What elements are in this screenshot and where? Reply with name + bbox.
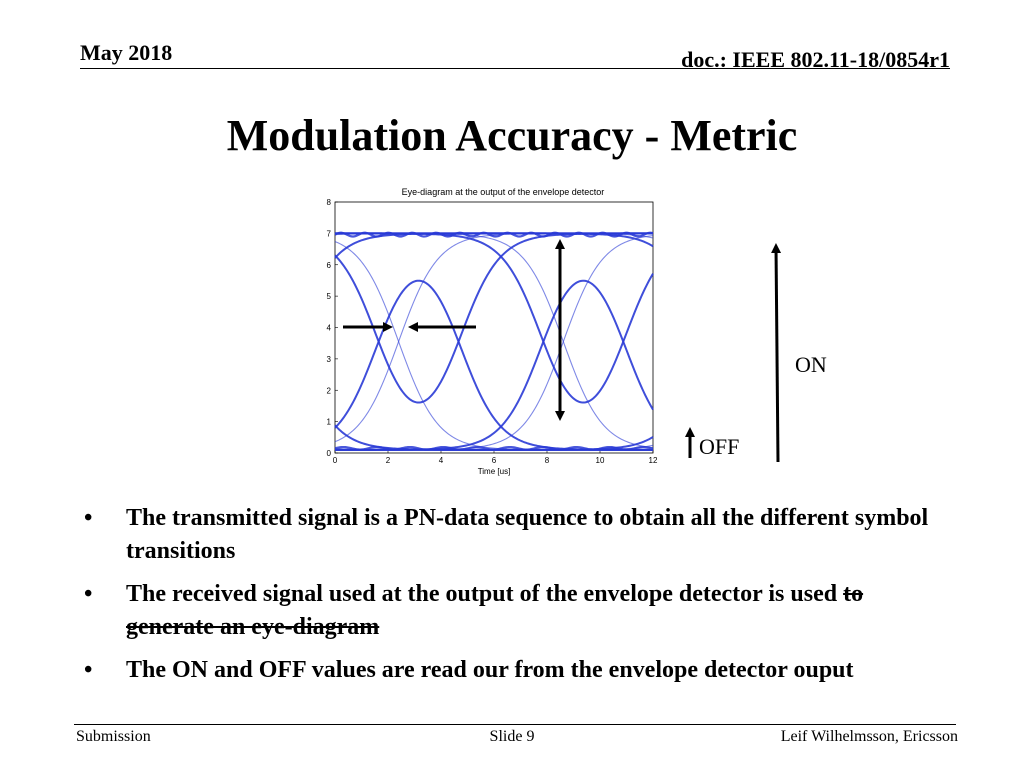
x-tick-label: 12 (648, 456, 658, 465)
off-label: OFF (699, 434, 740, 459)
y-tick-label: 7 (326, 229, 331, 239)
on-level-arrow (776, 246, 778, 462)
footer-submission: Submission (76, 728, 151, 745)
bullet-marker: • (84, 505, 93, 531)
header-date: May 2018 (80, 40, 173, 65)
bullet-item (84, 502, 944, 568)
x-tick-label: 4 (438, 456, 444, 465)
y-tick-label: 3 (326, 354, 331, 364)
footer-rule (74, 724, 956, 725)
x-tick-label: 10 (595, 456, 605, 465)
y-tick-label: 4 (326, 323, 331, 333)
bullet-text: The ON and OFF values are read our from the envelope detector ouput (126, 657, 854, 683)
eye-diagram-chart (312, 182, 664, 480)
x-axis-label: Time [us] (477, 467, 511, 476)
y-tick-label: 8 (326, 198, 331, 207)
bullet-text: The transmitted signal is a PN-data sequence to obtain all the different symbol transitions (126, 505, 929, 564)
chart-title: Eye-diagram at the output of the envelope detector (401, 187, 605, 197)
on-label: ON (795, 352, 827, 377)
bullet-marker: • (84, 657, 93, 683)
y-tick-label: 0 (326, 449, 331, 458)
y-tick-label: 5 (326, 292, 331, 302)
x-tick-label: 8 (544, 456, 550, 465)
bullet-marker: • (84, 581, 93, 607)
slide-title: Modulation Accuracy - Metric (226, 111, 798, 160)
header-doc-number: doc.: IEEE 802.11-18/0854r1 (681, 47, 950, 72)
footer-author: Leif Wilhelmsson, Ericsson (780, 728, 958, 745)
footer-slide-number: Slide 9 (489, 728, 535, 745)
x-tick-label: 2 (385, 456, 391, 465)
bullet-strikethrough-text: to generate an eye-diagram (126, 581, 864, 640)
x-tick-label: 0 (332, 456, 338, 465)
header-rule (80, 68, 950, 69)
x-tick-label: 6 (491, 456, 497, 465)
y-tick-label: 2 (326, 386, 331, 396)
bullet-item (84, 578, 944, 644)
y-tick-label: 6 (326, 260, 331, 270)
bullet-text: The received signal used at the output of the envelope detector is used (126, 581, 844, 607)
y-tick-label: 1 (326, 417, 331, 427)
bullet-item (84, 654, 944, 687)
bullet-list (84, 502, 944, 697)
